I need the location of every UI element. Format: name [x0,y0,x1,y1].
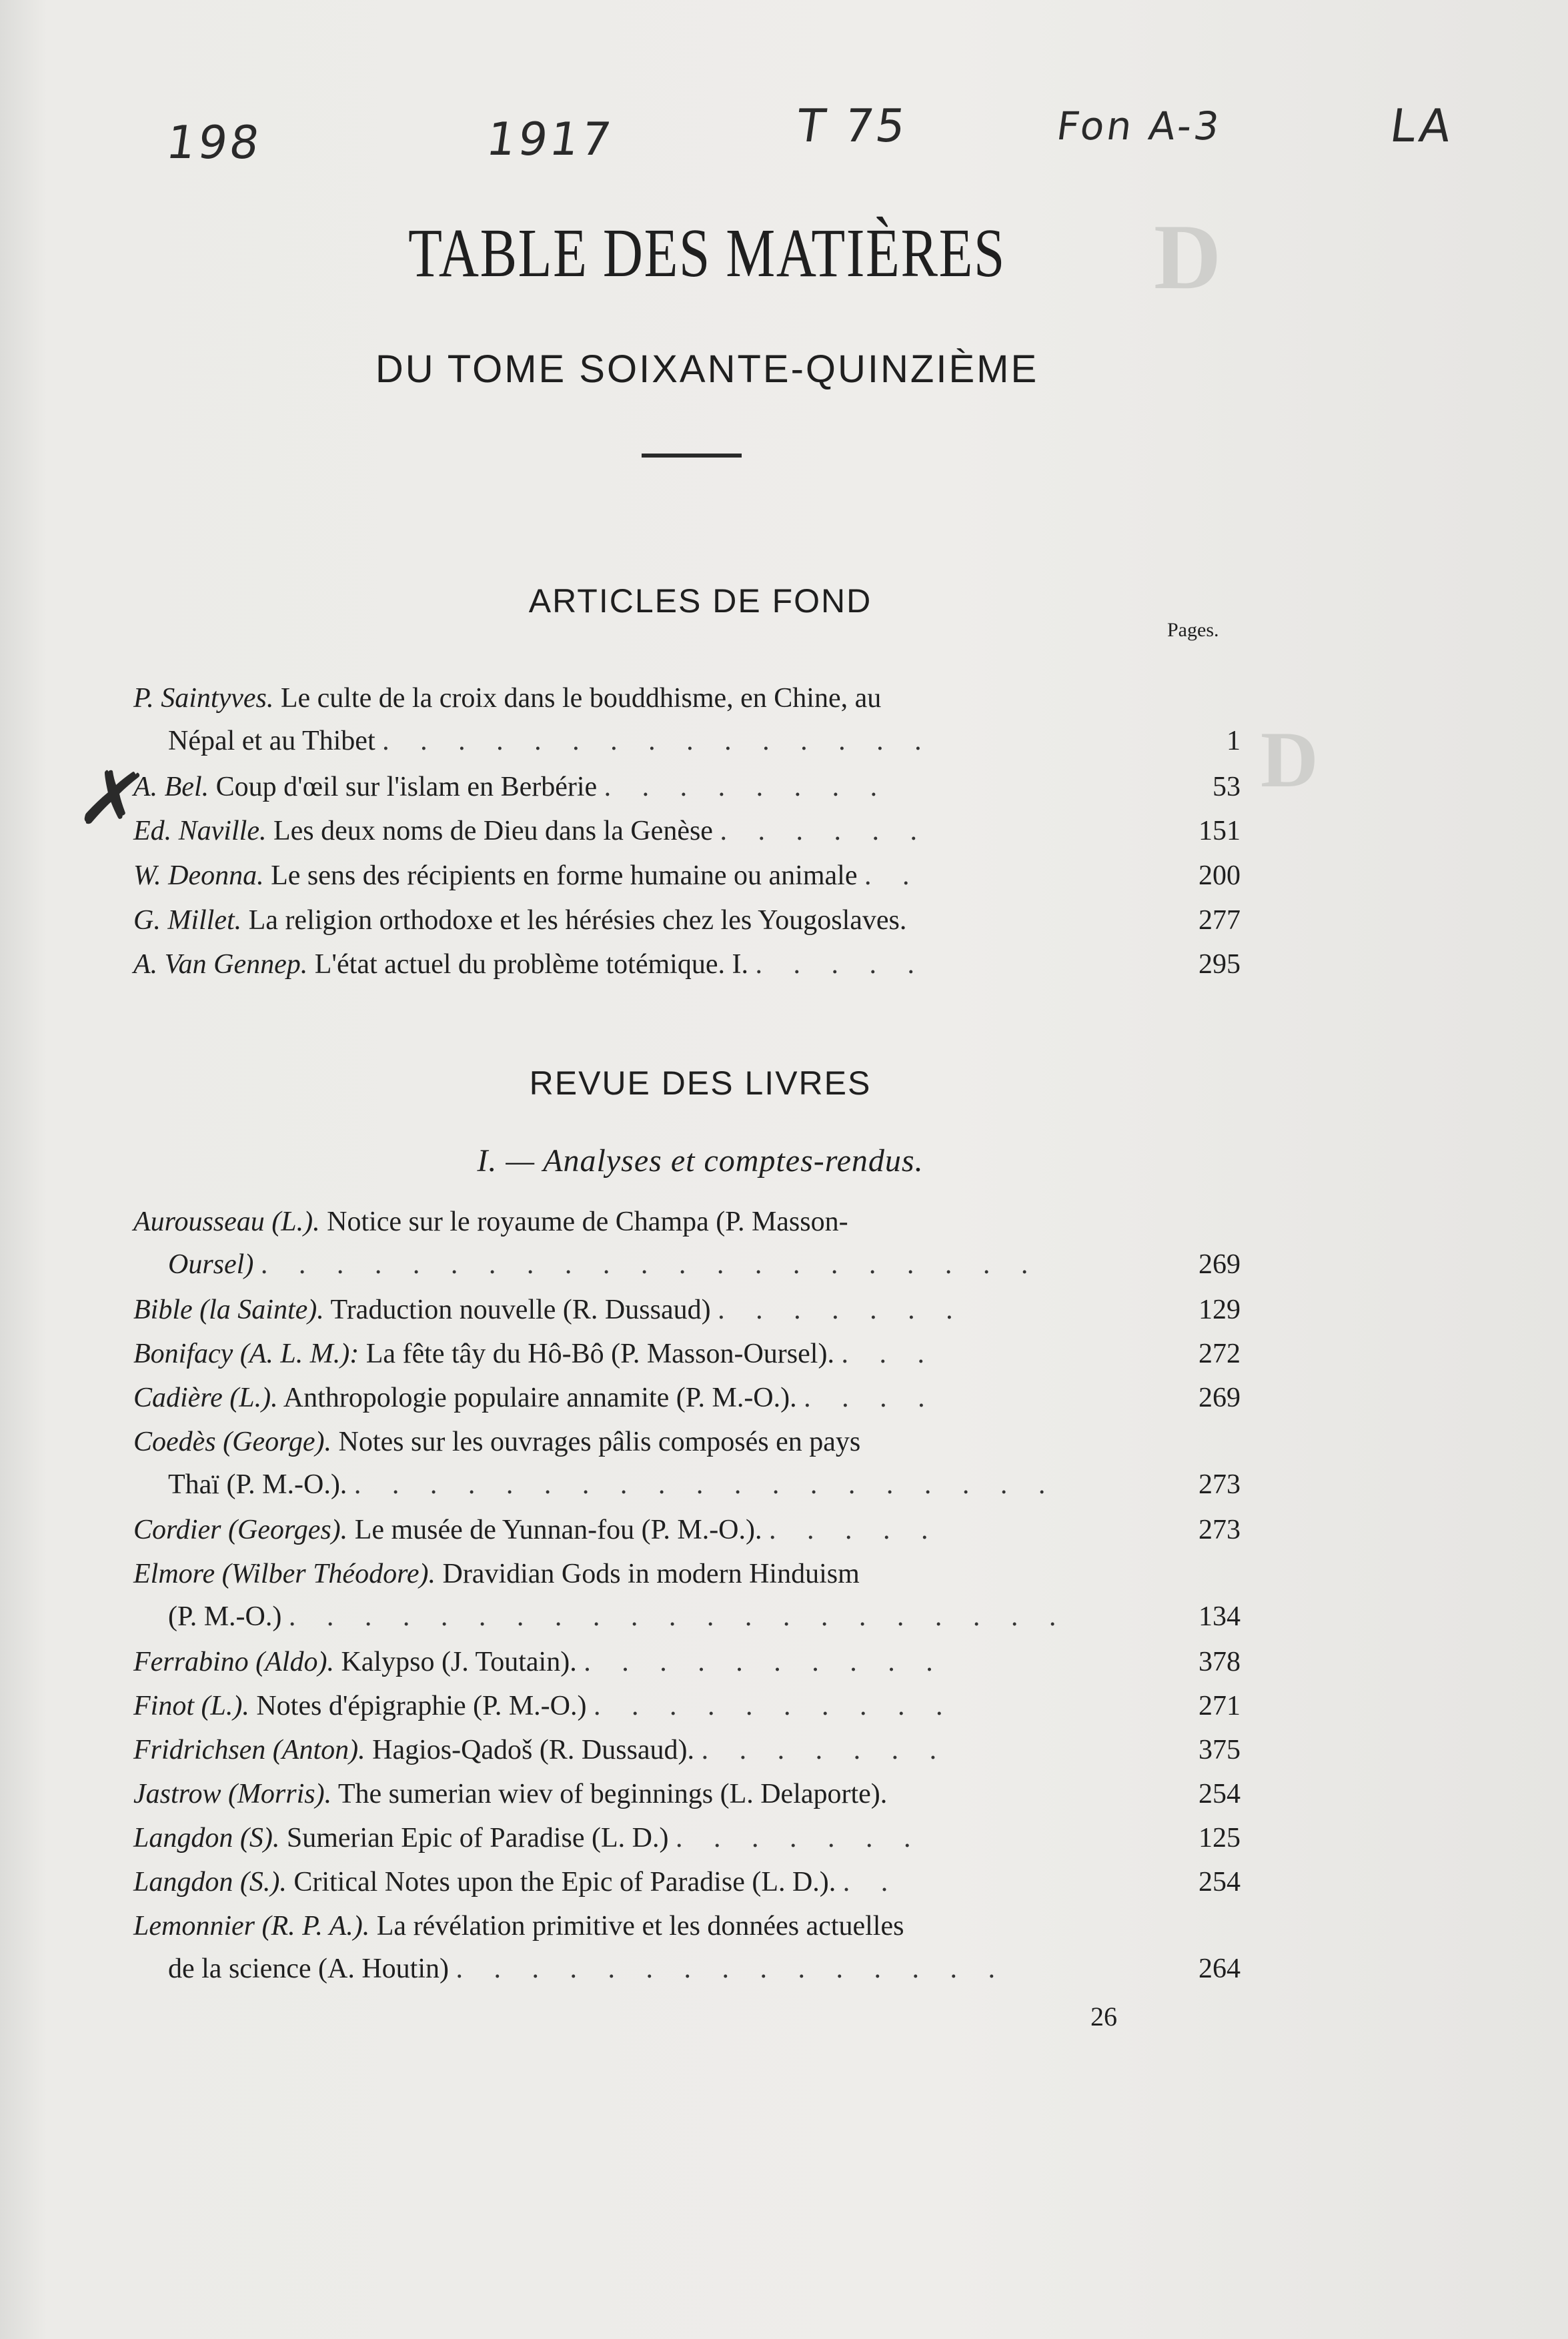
toc-entry: Cadière (L.). Anthropologie populaire annamite (P. M.-O.). . . . . 269 [133,1377,1241,1419]
entry-title: La révélation primitive et les données actuelles [376,1911,904,1941]
entry-page: 271 [1199,1691,1241,1721]
entry-author: A. Bel. [133,772,209,802]
entry-page: 129 [1199,1295,1241,1325]
toc-entry: Coedès (George). Notes sur les ouvrages pâlis composés en pays Thaï (P. M.-O.). . . . . . . . . . . . . . . . . . . . 273 [133,1421,1241,1506]
title-rule [642,454,742,458]
entry-page: 272 [1199,1339,1241,1369]
entry-author: W. Deonna. [133,860,264,891]
entry-title: Le culte de la croix dans le bouddhisme, en Chine, au [280,683,882,714]
entry-title-cont: Oursel) [168,1249,254,1280]
entry-title: Kalypso (J. Toutain). [341,1647,577,1677]
toc-entry: Fridrichsen (Anton). Hagios-Qadoš (R. Dussaud). . . . . . . . 375 [133,1729,1241,1771]
entry-author: Elmore (Wilber Théodore). [133,1559,436,1589]
toc-entry: A. Van Gennep. L'état actuel du problème totémique. I. . . . . . 295 [133,943,1241,986]
entry-author: Coedès (George). [133,1427,332,1457]
toc-entry: Aurousseau (L.). Notice sur le royaume de Champa (P. Masson- Oursel) . . . . . . . . . . . . . . . . . . . . . 269 [133,1201,1241,1286]
page-number: 26 [1090,2002,1117,2032]
entry-page: 264 [1199,1954,1241,1984]
page-subtitle: DU TOME SOIXANTE-QUINZIÈME [375,347,1039,391]
entry-author: Fridrichsen (Anton). [133,1735,365,1765]
toc-entry: Cordier (Georges). Le musée de Yunnan-fou (P. M.-O.). . . . . . 273 [133,1509,1241,1551]
entry-page: 273 [1199,1469,1241,1500]
toc-entry: Lemonnier (R. P. A.). La révélation primitive et les données actuelles de la science (A. Houtin) . . . . . . . . . . . . . . . 264 [133,1905,1241,1990]
entry-page: 200 [1199,860,1241,891]
entry-title: Anthropologie populaire annamite (P. M.-O.). [283,1383,797,1413]
entry-title: Le sens des récipients en forme humaine ou animale [271,860,858,891]
entry-author: A. Van Gennep. [133,949,308,980]
entry-title: L'état actuel du problème totémique. I. [314,949,748,980]
toc-entry: A. Bel. Coup d'œil sur l'islam en Berbérie . . . . . . . . 53 [133,766,1241,808]
entry-title: Notes d'épigraphie (P. M.-O.) [256,1691,587,1721]
handwritten-note-1: 198 [163,117,265,169]
bleed-through-mark-2: D [1261,715,1319,804]
entry-page: 151 [1199,816,1241,846]
toc-entry: Langdon (S.). Critical Notes upon the Epic of Paradise (L. D.). . . 254 [133,1861,1241,1903]
toc-entry: Elmore (Wilber Théodore). Dravidian Gods in modern Hinduism (P. M.-O.) . . . . . . . . . . . . . . . . . . . . . 134 [133,1553,1241,1638]
entry-page: 53 [1213,772,1241,802]
entry-author: Ferrabino (Aldo). [133,1647,334,1677]
entry-page: 269 [1199,1383,1241,1413]
entry-page: 375 [1199,1735,1241,1765]
entry-page: 254 [1199,1867,1241,1897]
entry-page: 378 [1199,1647,1241,1677]
entry-title: Notes sur les ouvrages pâlis composés en pays [338,1427,861,1457]
entry-title: The sumerian wiev of beginnings (L. Delaporte). [337,1779,888,1809]
page-title: TABLE DES MATIÈRES [408,215,1006,291]
pages-label: Pages. [1167,619,1219,641]
entry-title: Hagios-Qadoš (R. Dussaud). [372,1735,695,1765]
entry-title-cont: Thaï (P. M.-O.). [168,1469,347,1500]
entry-title: Traduction nouvelle (R. Dussaud) [330,1295,711,1325]
toc-entry: W. Deonna. Le sens des récipients en forme humaine ou animale . . 200 [133,854,1241,897]
entry-title: Sumerian Epic of Paradise (L. D.) [286,1823,669,1853]
articles-heading: ARTICLES DE FOND [528,582,872,620]
entry-page: 277 [1199,905,1241,936]
handwritten-note-3: T 75 [793,100,912,153]
entry-author: Langdon (S). [133,1823,280,1853]
entry-author: Aurousseau (L.). [133,1207,320,1237]
reviews-heading: REVUE DES LIVRES [529,1064,872,1102]
reviews-subheading: I. — Analyses et comptes-rendus. [477,1143,924,1179]
toc-entry: Ferrabino (Aldo). Kalypso (J. Toutain). . . . . . . . . . . 378 [133,1641,1241,1683]
entry-page: 295 [1199,949,1241,980]
toc-entry: Bible (la Sainte). Traduction nouvelle (R. Dussaud) . . . . . . . 129 [133,1289,1241,1331]
entry-author: P. Saintyves. [133,683,274,714]
entry-title: La religion orthodoxe et les hérésies chez les Yougoslaves. [248,905,907,936]
entry-author: Langdon (S.). [133,1867,287,1897]
entry-title: Coup d'œil sur l'islam en Berbérie [215,772,598,802]
entry-author: Jastrow (Morris). [133,1779,332,1809]
entry-title: Le musée de Yunnan-fou (P. M.-O.). [354,1515,762,1545]
entry-title: Dravidian Gods in modern Hinduism [442,1559,860,1589]
entry-author: Bonifacy (A. L. M.): [133,1339,359,1369]
entry-title: Les deux noms de Dieu dans la Genèse [273,816,713,846]
entry-title: Notice sur le royaume de Champa (P. Masson- [327,1207,848,1237]
toc-entry: Finot (L.). Notes d'épigraphie (P. M.-O.) . . . . . . . . . . 271 [133,1685,1241,1727]
entry-title: La fête tây du Hô-Bô (P. Masson-Oursel). [365,1339,834,1369]
entry-page: 273 [1199,1515,1241,1545]
entry-author: Finot (L.). [133,1691,249,1721]
entry-author: Cadière (L.). [133,1383,278,1413]
toc-entry [133,899,1241,942]
entry-author: Bible (la Sainte). [133,1295,324,1325]
entry-title-cont: Népal et au Thibet [168,726,375,756]
toc-entry [133,1773,1241,1815]
handwritten-note-2: 1917 [483,113,617,166]
toc-entry: P. Saintyves. Le culte de la croix dans le bouddhisme, en Chine, au Népal et au Thibet . . . . . . . . . . . . . . . 1 [133,677,1241,762]
entry-title-cont: de la science (A. Houtin) [168,1954,450,1984]
entry-page: 254 [1199,1779,1241,1809]
entry-title: Critical Notes upon the Epic of Paradise (L. D.). [293,1867,836,1897]
entry-author: Ed. Naville. [133,816,267,846]
entry-author: Lemonnier (R. P. A.). [133,1911,370,1941]
entry-author: G. Millet. [133,905,242,936]
handwritten-note-5: LA [1387,100,1457,153]
entry-page: 269 [1199,1249,1241,1280]
entry-title-cont: (P. M.-O.) [168,1601,282,1632]
toc-entry: Langdon (S). Sumerian Epic of Paradise (L. D.) . . . . . . . 125 [133,1817,1241,1859]
handwritten-note-4: Fon A-3 [1054,103,1225,149]
entry-page: 1 [1227,726,1241,756]
entry-page: 125 [1199,1823,1241,1853]
toc-entry: Bonifacy (A. L. M.): La fête tây du Hô-Bô (P. Masson-Oursel). . . . 272 [133,1333,1241,1375]
bleed-through-mark: D [1154,205,1222,309]
toc-entry: Ed. Naville. Les deux noms de Dieu dans la Genèse . . . . . . 151 [133,810,1241,852]
entry-author: Cordier (Georges). [133,1515,348,1545]
handwritten-cross-icon: ✗ [71,748,153,852]
entry-page: 134 [1199,1601,1241,1632]
